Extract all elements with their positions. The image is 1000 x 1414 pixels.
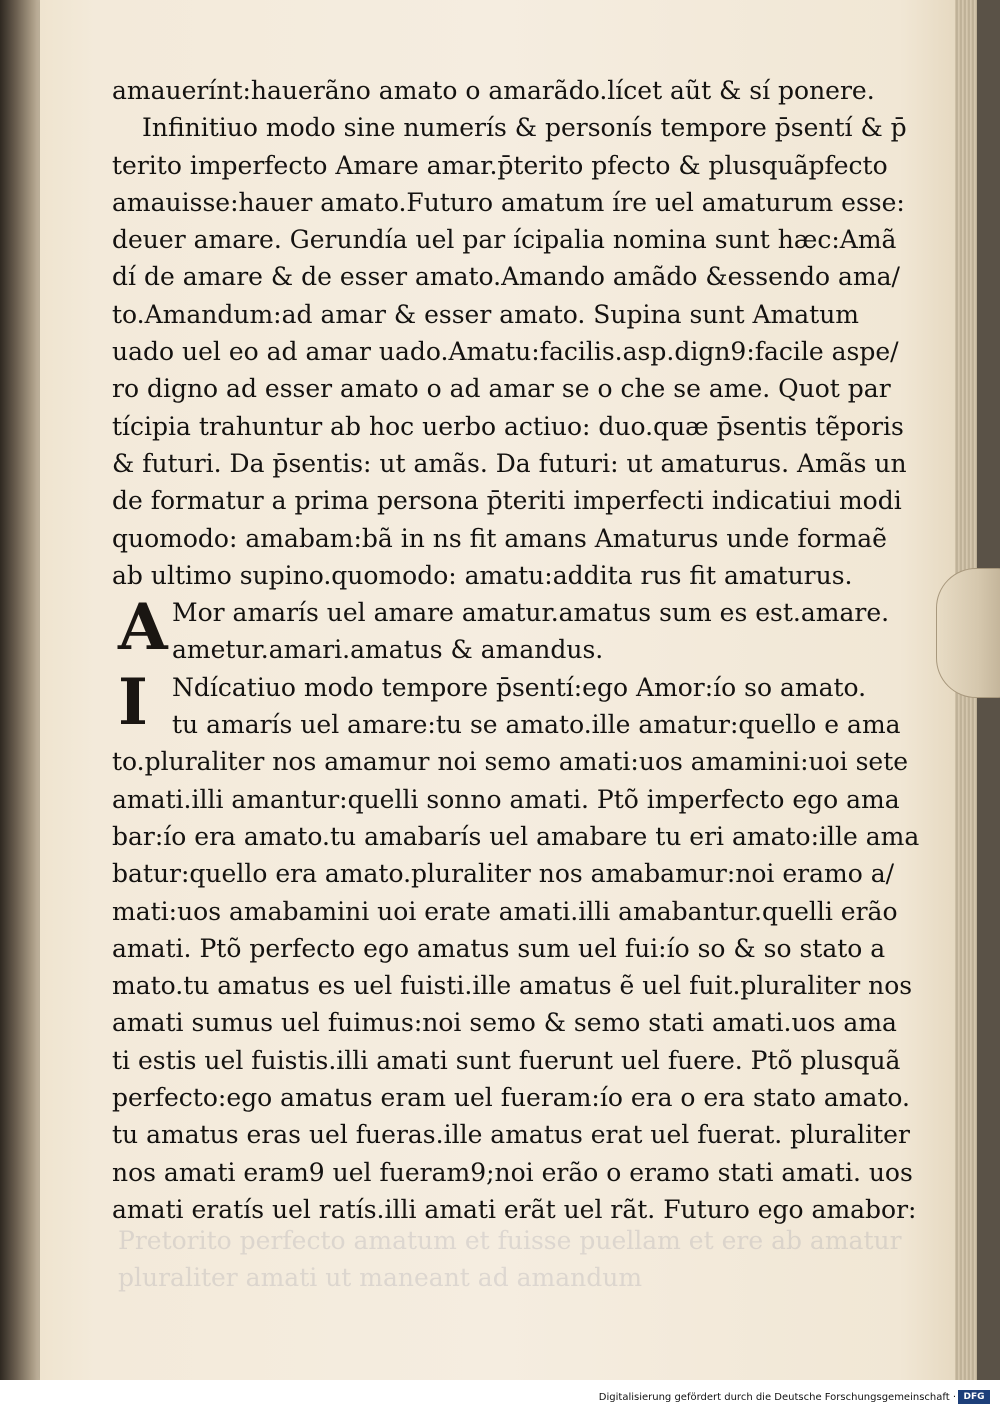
text-line: tícipia trahuntur ab hoc uerbo actiuo: duo.quæ p̄sentis tẽporis [112,411,904,441]
text-line: uado uel eo ad amar uado.Amatu:facilis.asp.dign9:facile aspe/ [112,337,899,367]
text-line: amati sumus uel fuimus:noi semo & semo stati amati.uos ama [112,1008,897,1038]
text-line: nos amati eram9 uel fueram9;noi erão o eramo stati amati. uos [112,1157,913,1187]
text-line: ametur.amari.amatus & amandus. [172,635,604,665]
text-line: de formatur a prima persona p̄teriti imperfecti indicatiui modi [112,486,902,516]
text-line: mato.tu amatus es uel fuisti.ille amatus ẽ uel fuit.pluraliter nos [112,971,913,1001]
text-line: ab ultimo supino.quomodo: amatu:addita rus fit amaturus. [112,560,853,590]
text-line: quomodo: amabam:bã in ns fit amans Amaturus unde formaẽ [112,523,887,553]
dfg-logo: DFG [958,1390,990,1404]
paragraph-indicatiuo [112,664,912,744]
text-line: tu amatus eras uel fueras.ille amatus erat uel fuerat. pluraliter [112,1120,910,1150]
text-line: to.Amandum:ad amar & esser amato. Supina sunt Amatum [112,299,860,329]
text-line: bar:ío era amato.tu amabarís uel amabare tu eri amato:ille ama [112,821,920,851]
page-text [112,72,920,1228]
decorated-initial-i: I [118,664,148,740]
text-line: perfecto:ego amatus eram uel fueram:ío era o era stato amato. [112,1083,910,1113]
text-line: amati. Ptõ perfecto ego amatus sum uel fui:ío so & so stato a [112,933,886,963]
text-line: Mor amarís uel amare amatur.amatus sum es est.amare. [172,598,890,628]
text-line: ro digno ad esser amato o ad amar se o che se ame. Quot par [112,374,891,404]
text-line: Infinitiuo modo sine numerís & personís tempore p̄sentí & p̄ [142,113,907,143]
page-clip [936,568,1000,698]
text-line: terito imperfecto Amare amar.p̄terito pfecto & plusquãpfecto [112,150,888,180]
bleed-line: pluraliter amati ut maneant ad amandum [118,1263,643,1292]
text-line: amauerínt:hauerãno amato o amarãdo.lícet aũt & sí ponere. [112,76,875,105]
decorated-initial-a: A [118,590,168,666]
text-line: mati:uos amabamini uoi erate amati.illi amabantur.quelli erão [112,896,898,926]
digitization-credit: Digitalisierung gefördert durch die Deutsche Forschungsgemeinschaft · [598,1392,956,1403]
text-line: amauisse:hauer amato.Futuro amatum íre uel amaturum esse: [112,187,905,217]
text-line: deuer amare. Gerundía uel par ícipalia nomina sunt hæc:Amã [112,225,897,255]
paragraph-amor [112,590,912,669]
text-line: dí de amare & de esser amato.Amando amãdo &essendo ama/ [112,262,900,292]
bleed-through-text [118,1222,918,1296]
text-line: ti estis uel fuistis.illi amati sunt fuerunt uel fuere. Ptõ plusquã [112,1045,901,1075]
text-line: tu amarís uel amare:tu se amato.ille amatur:quello e ama [172,710,901,740]
text-line: Ndícatiuo modo tempore p̄sentí:ego Amor:ío so amato. [172,672,867,702]
text-line: batur:quello era amato.pluraliter nos amabamur:noi eramo a/ [112,859,895,889]
text-line: amati eratís uel ratís.illi amati erãt uel rãt. Futuro ego amabor: [112,1194,917,1224]
bleed-line: Pretorito perfecto amatum et fuisse puellam et ere ab amatur [118,1226,902,1255]
text-line: amati.illi amantur:quelli sonno amati. Ptõ imperfecto ego ama [112,784,900,814]
text-line: to.pluraliter nos amamur noi semo amati:uos amamini:uoi sete [112,747,909,777]
text-line: & futuri. Da p̄sentis: ut amãs. Da futuri: ut amaturus. Amãs un [112,448,907,478]
